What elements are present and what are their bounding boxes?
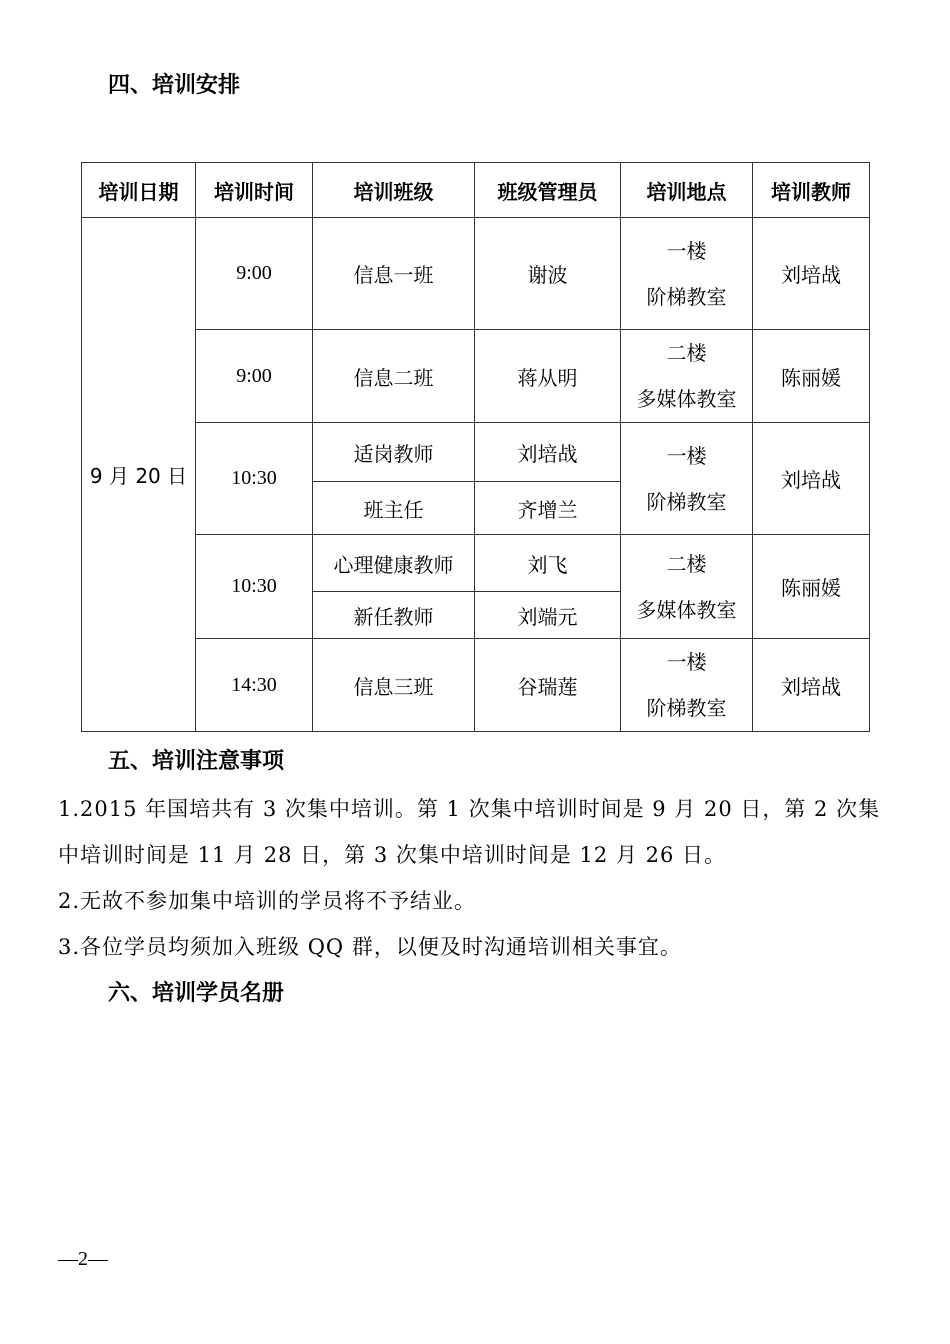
location-cell — [621, 423, 753, 535]
class-cell: 新任教师 — [313, 592, 475, 639]
note-2: 2.无故不参加集中培训的学员将不予结业。 — [58, 889, 477, 913]
class-cell: 信息二班 — [313, 330, 475, 423]
admin-cell: 刘飞 — [475, 535, 621, 592]
location-room: 多媒体教室 — [636, 597, 737, 622]
location-cell — [621, 639, 753, 732]
admin-cell: 齐增兰 — [475, 482, 621, 535]
time-cell: 9:00 — [196, 218, 313, 330]
table-row — [82, 423, 870, 482]
teacher-cell: 刘培战 — [753, 218, 870, 330]
section-5-title: 五、培训注意事项 — [108, 749, 285, 774]
section-4-title: 四、培训安排 — [108, 73, 241, 98]
class-cell: 心理健康教师 — [313, 535, 475, 592]
header-date: 培训日期 — [82, 163, 196, 218]
table-row — [82, 535, 870, 592]
teacher-cell: 刘培战 — [753, 423, 870, 535]
class-cell: 信息一班 — [313, 218, 475, 330]
section-6-title: 六、培训学员名册 — [108, 981, 285, 1006]
teacher-cell: 刘培战 — [753, 639, 870, 732]
table-row — [82, 330, 870, 423]
teacher-cell: 陈丽媛 — [753, 535, 870, 639]
note-1: 1.2015 年国培共有 3 次集中培训。第 1 次集中培训时间是 9 月 20 日，第 2 次集中培训时间是 11 月 28 日，第 3 次集中培训时间是 12 月 26 日。 — [58, 797, 881, 867]
header-teacher: 培训教师 — [753, 163, 870, 218]
location-cell — [621, 535, 753, 639]
admin-cell: 谷瑞莲 — [475, 639, 621, 732]
time-cell: 9:00 — [196, 330, 313, 423]
location-room: 多媒体教室 — [636, 387, 737, 411]
date-cell: 9 月 20 日 — [82, 218, 196, 732]
teacher-cell: 陈丽媛 — [753, 330, 870, 423]
table-header-row — [82, 163, 870, 218]
location-floor: 二楼 — [666, 341, 707, 365]
location-room: 阶梯教室 — [646, 489, 727, 514]
location-cell — [621, 330, 753, 423]
location-room: 阶梯教室 — [646, 696, 727, 720]
location-floor: 一楼 — [666, 443, 707, 468]
header-class: 培训班级 — [313, 163, 475, 218]
time-cell: 14:30 — [196, 639, 313, 732]
location-floor: 二楼 — [666, 551, 707, 576]
table-row — [82, 639, 870, 732]
location-room: 阶梯教室 — [646, 284, 727, 309]
admin-cell: 谢波 — [475, 218, 621, 330]
admin-cell: 蒋从明 — [475, 330, 621, 423]
header-location: 培训地点 — [621, 163, 753, 218]
location-cell — [621, 218, 753, 330]
admin-cell: 刘端元 — [475, 592, 621, 639]
training-schedule-table — [81, 162, 870, 732]
header-admin: 班级管理员 — [475, 163, 621, 218]
class-cell: 班主任 — [313, 482, 475, 535]
note-3: 3.各位学员均须加入班级 QQ 群，以便及时沟通培训相关事宜。 — [58, 935, 682, 959]
admin-cell: 刘培战 — [475, 423, 621, 482]
time-cell: 10:30 — [196, 535, 313, 639]
class-cell: 信息三班 — [313, 639, 475, 732]
time-cell: 10:30 — [196, 423, 313, 535]
class-cell: 适岗教师 — [313, 423, 475, 482]
location-floor: 一楼 — [666, 650, 707, 674]
table-row — [82, 218, 870, 330]
page-number: —2— — [58, 1248, 108, 1270]
header-time: 培训时间 — [196, 163, 313, 218]
location-floor: 一楼 — [666, 238, 707, 263]
